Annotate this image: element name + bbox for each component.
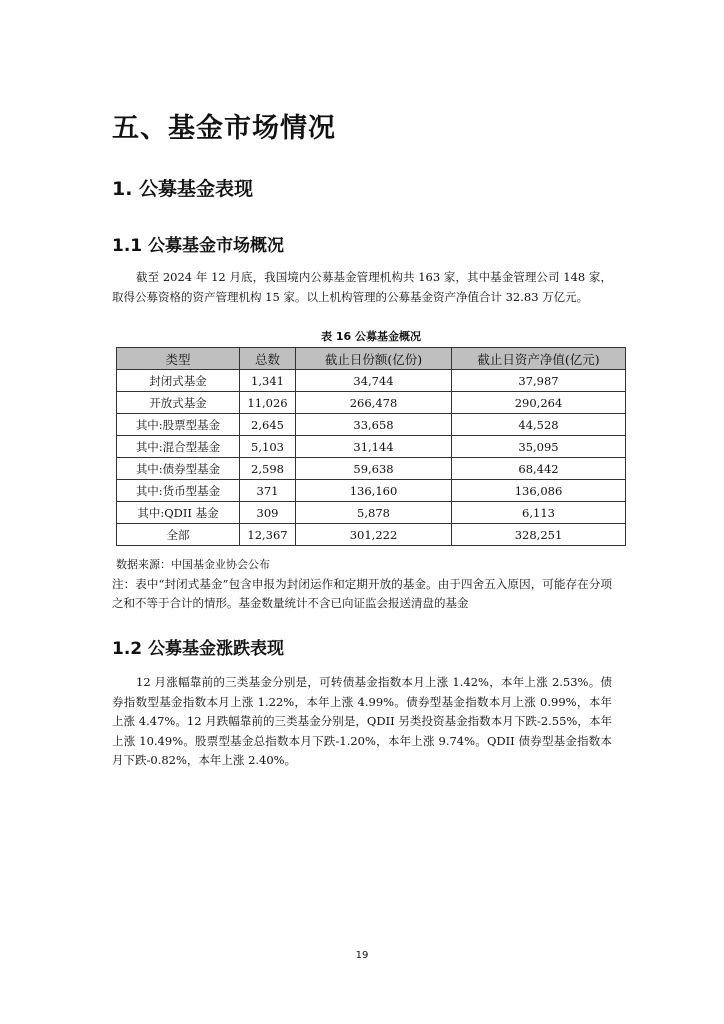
cell-count: 2,598 xyxy=(240,458,296,480)
table-row xyxy=(117,502,626,524)
cell-nav: 290,264 xyxy=(452,392,626,414)
table-note: 注：表中“封闭式基金”包含申报为封闭运作和定期开放的基金。由于四舍五入原因，可能存在分项之和不等于合计的情形。基金数量统计不含已向证监会报送清盘的基金 xyxy=(112,577,612,610)
cell-count: 11,026 xyxy=(240,392,296,414)
table-row xyxy=(117,436,626,458)
cell-type: 其中:货币型基金 xyxy=(117,480,240,502)
cell-nav: 35,095 xyxy=(452,436,626,458)
table-row-total xyxy=(117,524,626,546)
sub1-paragraph: 截至 2024 年 12 月底，我国境内公募基金管理机构共 163 家，其中基金管理公司 148 家，取得公募资格的资产管理机构 15 家。以上机构管理的公募基金资产净值合计 32.83 万亿元。 xyxy=(112,270,612,304)
cell-type: 开放式基金 xyxy=(117,392,240,414)
cell-count: 2,645 xyxy=(240,414,296,436)
table-row xyxy=(117,392,626,414)
fund-overview-table xyxy=(116,347,626,546)
cell-nav: 328,251 xyxy=(452,524,626,546)
table-row xyxy=(117,414,626,436)
cell-count: 5,103 xyxy=(240,436,296,458)
subsection-title: 1. 公募基金表现 xyxy=(112,178,254,200)
cell-shares: 34,744 xyxy=(296,370,452,392)
cell-type: 其中:混合型基金 xyxy=(117,436,240,458)
cell-shares: 5,878 xyxy=(296,502,452,524)
cell-shares: 266,478 xyxy=(296,392,452,414)
header-count: 总数 xyxy=(240,348,296,370)
cell-count: 12,367 xyxy=(240,524,296,546)
table-header-row xyxy=(117,348,626,370)
header-type: 类型 xyxy=(117,348,240,370)
page-number: 19 xyxy=(355,950,369,961)
cell-shares: 33,658 xyxy=(296,414,452,436)
cell-shares: 31,144 xyxy=(296,436,452,458)
cell-type: 其中:债券型基金 xyxy=(117,458,240,480)
table-caption: 表 16 公募基金概况 xyxy=(321,330,421,343)
sub2-title: 1.2 公募基金涨跌表现 xyxy=(112,639,285,659)
cell-nav: 44,528 xyxy=(452,414,626,436)
cell-shares: 136,160 xyxy=(296,480,452,502)
header-nav: 截止日资产净值(亿元) xyxy=(452,348,626,370)
cell-shares: 59,638 xyxy=(296,458,452,480)
table-row xyxy=(117,480,626,502)
cell-nav: 37,987 xyxy=(452,370,626,392)
table-row xyxy=(117,458,626,480)
header-shares: 截止日份额(亿份) xyxy=(296,348,452,370)
cell-count: 1,341 xyxy=(240,370,296,392)
sub1-title: 1.1 公募基金市场概况 xyxy=(112,236,285,256)
cell-nav: 68,442 xyxy=(452,458,626,480)
cell-count: 309 xyxy=(240,502,296,524)
cell-nav: 136,086 xyxy=(452,480,626,502)
cell-type: 全部 xyxy=(117,524,240,546)
cell-shares: 301,222 xyxy=(296,524,452,546)
cell-type: 其中:股票型基金 xyxy=(117,414,240,436)
table-source: 数据来源：中国基金业协会公布 xyxy=(116,558,270,571)
section-title: 五、基金市场情况 xyxy=(112,113,336,144)
cell-type: 封闭式基金 xyxy=(117,370,240,392)
sub2-paragraph: 12 月涨幅靠前的三类基金分别是，可转债基金指数本月上涨 1.42%，本年上涨 2.53%。债券指数型基金指数本月上涨 1.22%，本年上涨 4.99%。债券型基金指数本月上涨 0.99%，本年上涨 4.47%。12 月跌幅靠前的三类基金分别是，QDII 另类投资基金指数本月下跌-2.55%，本年上涨 10.49%。股票型基金总指数本月下跌-1.20%，本年上涨 9.74%。QDII 债券型基金指数本月下跌-0.82%，本年上涨 2.40%。 xyxy=(112,675,612,767)
table-row xyxy=(117,370,626,392)
cell-nav: 6,113 xyxy=(452,502,626,524)
cell-type: 其中:QDII 基金 xyxy=(117,502,240,524)
cell-count: 371 xyxy=(240,480,296,502)
